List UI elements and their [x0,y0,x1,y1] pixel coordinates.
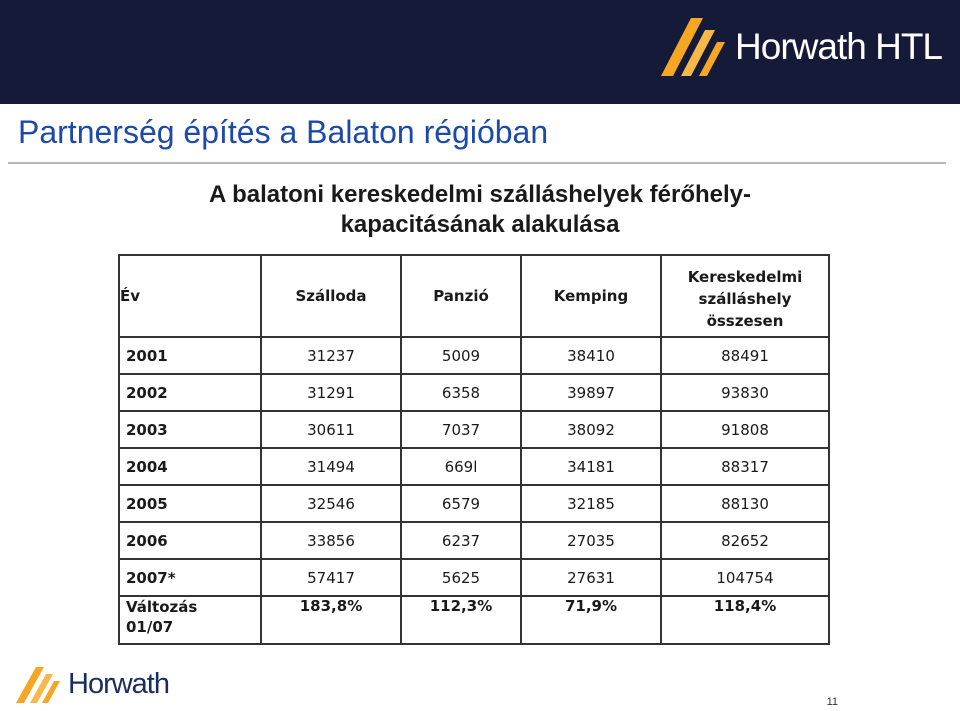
year-cell: 2004 [119,448,261,485]
hotel-cell: 31237 [261,337,401,374]
camping-cell: 34181 [521,448,661,485]
pension-cell: 669l [401,448,521,485]
total-cell: 104754 [661,559,829,596]
hotel-cell: 31291 [261,374,401,411]
pension-cell: 6358 [401,374,521,411]
hotel-cell: 33856 [261,522,401,559]
horwath-htl-logo [659,14,942,78]
camping-cell: 38410 [521,337,661,374]
hotel-cell: 30611 [261,411,401,448]
header-year: Év [119,255,261,337]
pension-cell: 5625 [401,559,521,596]
top-banner [0,0,960,104]
hotel-cell: 31494 [261,448,401,485]
camping-cell: 38092 [521,411,661,448]
total-cell: 88491 [661,337,829,374]
change-row [119,596,829,644]
year-cell: 2001 [119,337,261,374]
horwath-mountain-icon [14,664,64,704]
header-total [661,255,829,337]
header-brand-name: Horwath HTL [735,25,942,67]
table-header-row [119,255,829,337]
camping-cell: 27035 [521,522,661,559]
subtitle-line-1: A balatoni kereskedelmi szálláshelyek férőhely- [208,181,752,208]
header-pension: Panzió [401,255,521,337]
page-title: Partnerség építés a Balaton régióban [18,114,549,150]
change-total-cell: 118,4% [661,596,829,644]
pension-cell: 5009 [401,337,521,374]
pension-cell: 6579 [401,485,521,522]
year-cell: 2002 [119,374,261,411]
change-label-line-1: Változás [126,598,198,616]
capacity-table [118,254,830,645]
total-cell: 93830 [661,374,829,411]
header-total-line-2: szálláshely [698,290,792,308]
hotel-cell: 57417 [261,559,401,596]
change-label-cell [119,596,261,644]
table-row [119,522,829,559]
pension-cell: 6237 [401,522,521,559]
change-pension-cell: 112,3% [401,596,521,644]
header-total-line-1: Kereskedelmi [687,268,803,286]
hotel-cell: 32546 [261,485,401,522]
table-row [119,374,829,411]
change-camping-cell: 71,9% [521,596,661,644]
camping-cell: 39897 [521,374,661,411]
footer-brand-name: Horwath [68,667,169,700]
header-total-line-3: összesen [706,312,784,330]
header-camping: Kemping [521,255,661,337]
total-cell: 88130 [661,485,829,522]
year-cell: 2005 [119,485,261,522]
year-cell: 2006 [119,522,261,559]
camping-cell: 32185 [521,485,661,522]
table-row [119,337,829,374]
pension-cell: 7037 [401,411,521,448]
subtitle-line-2: kapacitásának alakulása [340,211,620,238]
table-row [119,411,829,448]
table-row [119,559,829,596]
horwath-mountain-icon [659,14,729,78]
table-subtitle [80,180,880,240]
table-row [119,448,829,485]
change-hotel-cell: 183,8% [261,596,401,644]
title-divider [8,162,946,164]
year-cell: 2007* [119,559,261,596]
camping-cell: 27631 [521,559,661,596]
total-cell: 88317 [661,448,829,485]
table-row [119,485,829,522]
year-cell: 2003 [119,411,261,448]
total-cell: 82652 [661,522,829,559]
total-cell: 91808 [661,411,829,448]
header-hotel: Szálloda [261,255,401,337]
horwath-footer-logo [14,664,169,704]
change-label-line-2: 01/07 [126,618,174,636]
page-number: 11 [826,696,838,708]
